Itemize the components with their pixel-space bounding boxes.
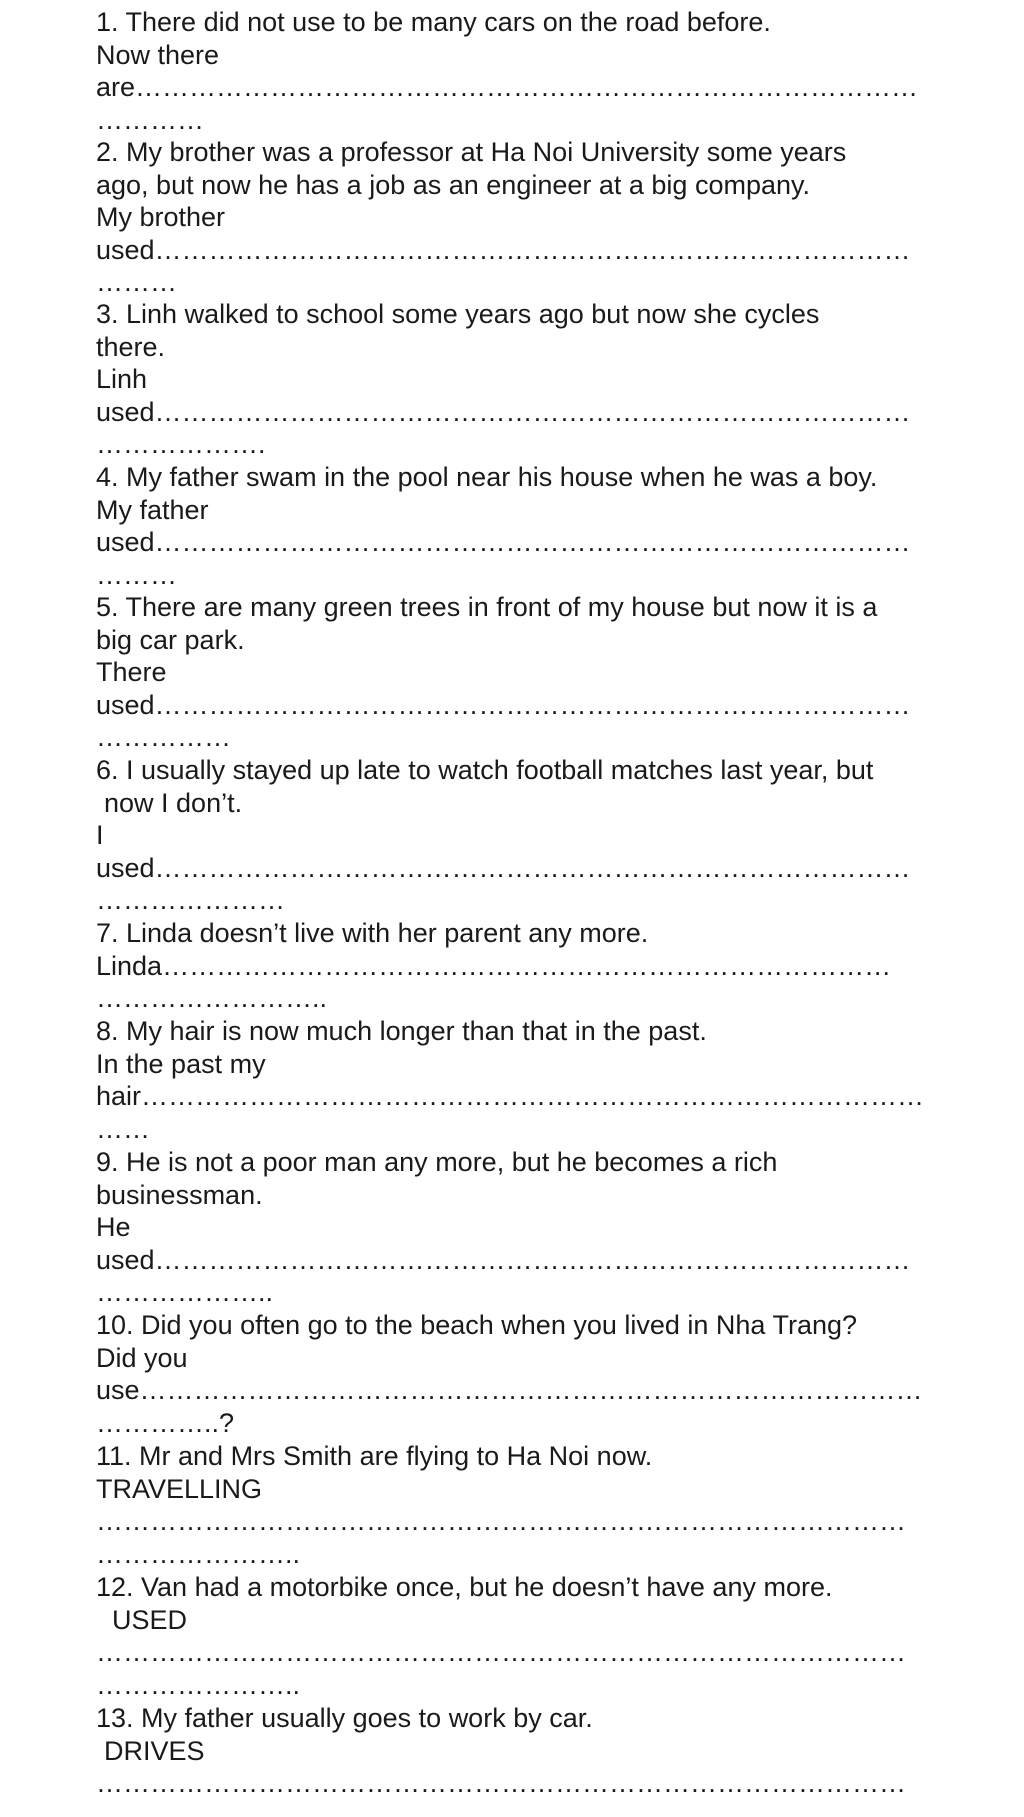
exercise-3-prompt-continued: there. — [96, 331, 166, 362]
exercise-11 — [96, 1440, 946, 1570]
exercise-10-prompt: 10. Did you often go to the beach when you lived in Nha Trang? — [96, 1310, 858, 1340]
exercise-3-prompt: 3. Linh walked to school some years ago but now she cycles — [96, 299, 820, 329]
exercise-11-answer-line[interactable]: ……………………………………………………………………………… — [96, 1506, 906, 1537]
exercise-9-starter: He — [96, 1212, 131, 1243]
exercise-10-answer-line[interactable]: use…………………………………………………………………………… — [96, 1375, 923, 1406]
exercise-2-prompt: 2. My brother was a professor at Ha Noi University some years — [96, 137, 847, 167]
exercise-2-prompt-continued: ago, but now he has a job as an engineer at a big company. — [96, 169, 810, 200]
exercise-11-prompt: 11. Mr and Mrs Smith are flying to Ha Noi now. — [96, 1441, 653, 1471]
exercise-13-keyword: DRIVES — [104, 1735, 205, 1766]
exercise-12-answer-line[interactable]: ……………………………………………………………………………… — [96, 1637, 906, 1668]
exercise-4-starter: My father — [96, 494, 209, 525]
exercise-12-answer-line-continued[interactable]: ………………….. — [96, 1669, 301, 1700]
exercise-5 — [96, 591, 946, 754]
exercise-8-prompt: 8. My hair is now much longer than that in the past. — [96, 1016, 707, 1046]
exercise-1 — [96, 6, 946, 136]
exercise-6-prompt-continued: now I don’t. — [104, 787, 243, 818]
exercise-6 — [96, 754, 946, 917]
exercise-3-starter: Linh — [96, 364, 148, 395]
exercise-1-answer-line[interactable]: are…………………………………………………………………………… — [96, 72, 919, 103]
exercise-13-answer-line[interactable]: ……………………………………………………………………………… — [96, 1768, 906, 1799]
exercise-6-answer-line-continued[interactable]: ………………… — [96, 885, 285, 916]
exercise-3-answer-line[interactable]: used………………………………………………………………………… — [96, 396, 911, 427]
exercise-1-answer-line-continued[interactable]: ………… — [96, 104, 204, 135]
exercise-6-prompt: 6. I usually stayed up late to watch football matches last year, but — [96, 755, 874, 785]
exercise-2-answer-line-continued[interactable]: ……… — [96, 267, 177, 298]
exercise-2-answer-line[interactable]: used………………………………………………………………………… — [96, 234, 911, 265]
exercise-1-prompt: 1. There did not use to be many cars on the road before. — [96, 7, 771, 37]
exercise-10 — [96, 1309, 946, 1439]
exercise-2 — [96, 136, 946, 299]
exercise-11-answer-line-continued[interactable]: ………………….. — [96, 1538, 301, 1569]
exercise-13-prompt: 13. My father usually goes to work by car. — [96, 1703, 593, 1733]
exercise-7-answer-line[interactable]: Linda……………………………………………………………………… — [96, 950, 892, 981]
exercise-5-answer-line-continued[interactable]: …………… — [96, 722, 231, 753]
exercise-5-prompt: 5. There are many green trees in front of my house but now it is a — [96, 592, 878, 622]
exercise-7-answer-line-continued[interactable]: …………………….. — [96, 983, 328, 1014]
exercise-1-starter: Now there — [96, 39, 220, 70]
exercise-9-prompt: 9. He is not a poor man any more, but he becomes a rich — [96, 1147, 778, 1177]
exercise-12-keyword: USED — [112, 1604, 188, 1635]
exercise-5-answer-line[interactable]: used………………………………………………………………………… — [96, 689, 911, 720]
exercise-3-answer-line-continued[interactable]: ………………. — [96, 429, 266, 460]
exercise-4 — [96, 461, 946, 591]
exercise-4-answer-line-continued[interactable]: ……… — [96, 559, 177, 590]
exercise-11-keyword: TRAVELLING — [96, 1473, 263, 1504]
exercise-9-answer-line-continued[interactable]: ……………….. — [96, 1277, 274, 1308]
exercise-12 — [96, 1571, 946, 1701]
exercise-10-starter: Did you — [96, 1342, 188, 1373]
exercise-8-answer-line[interactable]: hair…………………………………………………………………………… — [96, 1081, 925, 1112]
exercise-3 — [96, 298, 946, 461]
exercise-4-prompt: 4. My father swam in the pool near his house when he was a boy. — [96, 462, 878, 492]
exercise-4-answer-line[interactable]: used………………………………………………………………………… — [96, 527, 911, 558]
exercise-9-prompt-continued: businessman. — [96, 1179, 263, 1210]
exercise-6-starter: I — [96, 820, 104, 851]
exercise-5-prompt-continued: big car park. — [96, 624, 245, 655]
exercise-7-prompt: 7. Linda doesn’t live with her parent any more. — [96, 918, 649, 948]
exercise-2-starter: My brother — [96, 202, 226, 233]
exercise-13 — [96, 1702, 946, 1800]
exercise-8 — [96, 1015, 946, 1145]
exercise-6-answer-line[interactable]: used………………………………………………………………………… — [96, 852, 911, 883]
exercise-7 — [96, 917, 946, 1015]
exercise-12-prompt: 12. Van had a motorbike once, but he doesn’t have any more. — [96, 1572, 833, 1602]
exercise-8-starter: In the past my — [96, 1048, 266, 1079]
exercise-9 — [96, 1146, 946, 1309]
exercise-5-starter: There — [96, 657, 167, 688]
exercise-10-answer-line-continued[interactable]: …………..? — [96, 1407, 235, 1438]
exercise-9-answer-line[interactable]: used………………………………………………………………………… — [96, 1244, 911, 1275]
exercise-8-answer-line-continued[interactable]: …… — [96, 1113, 150, 1144]
